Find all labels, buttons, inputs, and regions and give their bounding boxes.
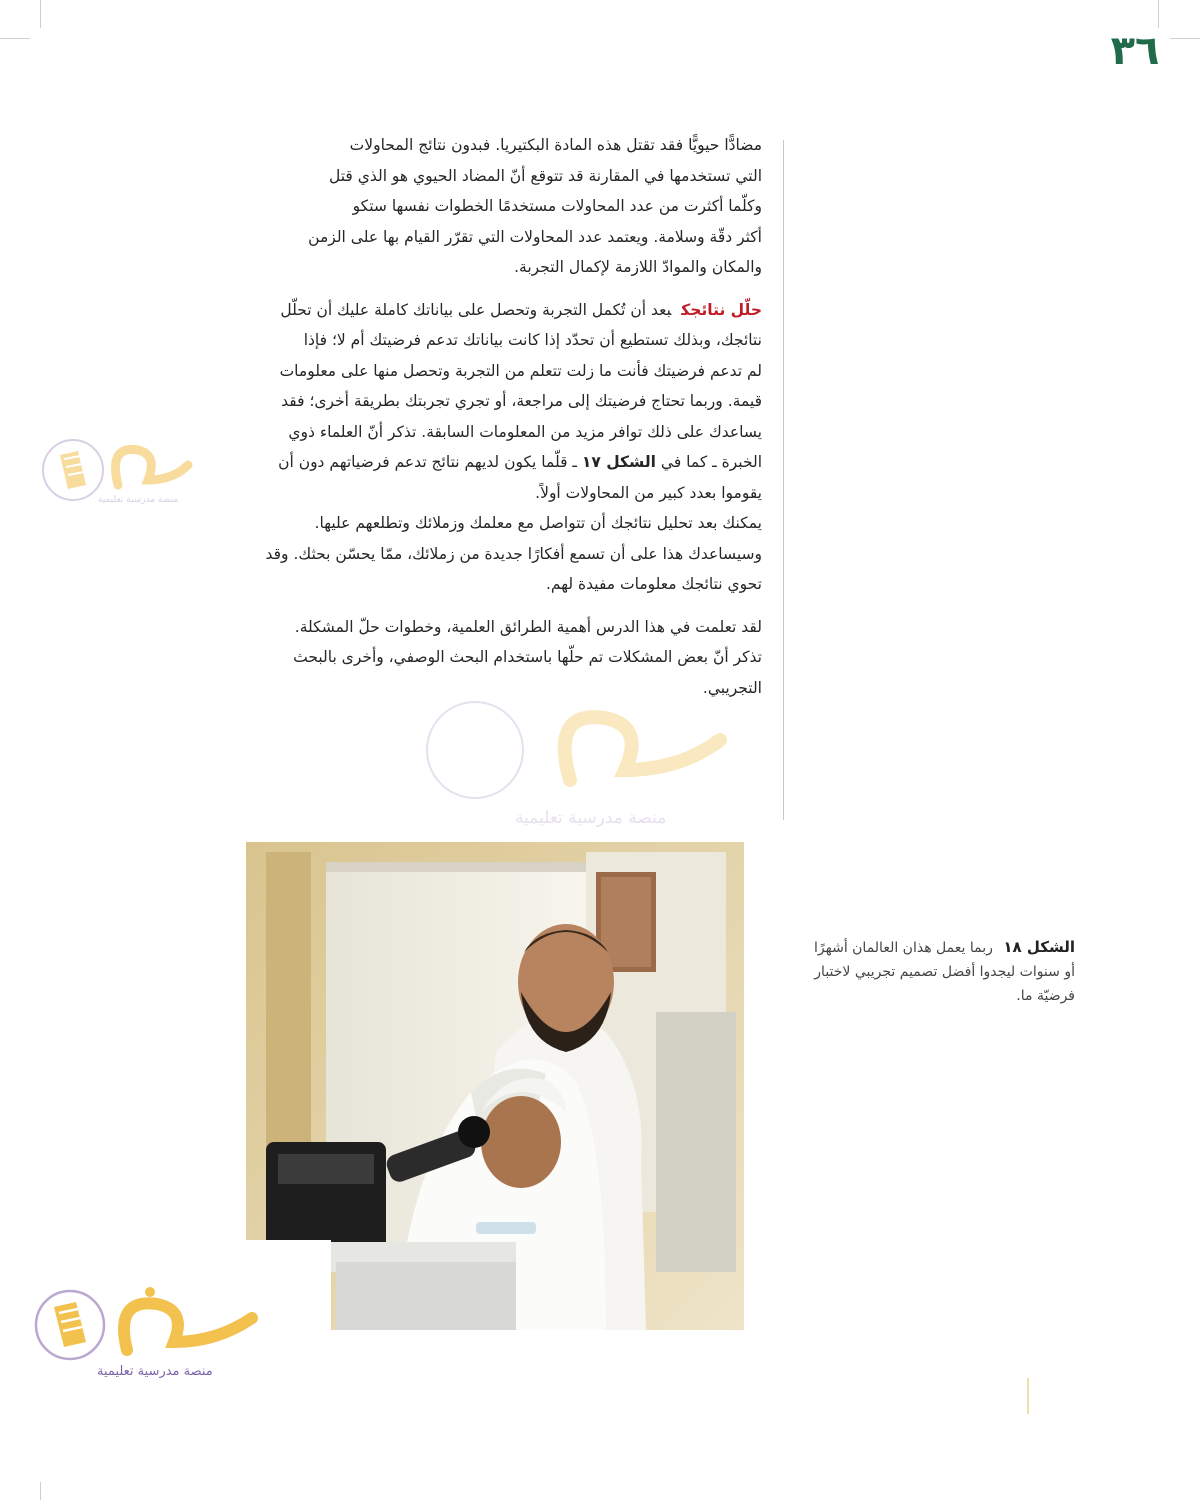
figure-18-label: الشكل ١٨: [1003, 938, 1075, 956]
figure-18-caption-text: ربما يعمل هذان العالمان أشهرًا أو سنوات ليجدوا أفضل تصميم تجريبي لاختبار فرضيّة ما.: [814, 940, 1075, 1004]
paragraph-1-line: وكلّما أكثرت من عدد المحاولات مستخدمًا الخطوات نفسها ستكو: [352, 197, 762, 215]
crop-mark-top-left-h: [0, 38, 30, 39]
column-rule: [783, 140, 784, 820]
watermark-logo-center: [420, 690, 780, 830]
paragraph-1-line: التي تستخدمها في المقارنة قد تتوقع أنّ المضاد الحيوي هو الذي قتل: [328, 166, 762, 185]
main-text-column: [150, 130, 762, 703]
margin-mark: [1027, 1378, 1029, 1414]
analyze-results-heading: حلّل نتائجك: [681, 300, 762, 319]
figure-18-caption: [800, 935, 1075, 1008]
paragraph-4-line: تذكر أنّ بعض المشكلات تم حلّها باستخدام البحث الوصفي، وأخرى بالبحث: [293, 648, 762, 666]
paragraph-2-opening: بعد أن تُكمل التجربة وتحصل على بياناتك كاملة عليك أن تحلّل: [280, 300, 672, 319]
paragraph-2-line: يساعدك على ذلك توافر مزيد من المعلومات السابقة. تذكر أنّ العلماء ذوي: [288, 422, 762, 441]
paragraph-2-line: لم تدعم فرضيتك فأنت ما زلت تتعلم من التجربة وتحصل منها على معلومات: [279, 361, 762, 380]
paragraph-2-figure-line: [150, 447, 762, 478]
figure-17-reference: الشكل ١٧: [581, 453, 656, 471]
paragraph-4-line: لقد تعلمت في هذا الدرس أهمية الطرائق العلمية، وخطوات حلّ المشكلة.: [294, 617, 762, 636]
page-number: ٣٦: [1110, 28, 1160, 74]
figure-ref-after: ـ قلّما يكون لديهم نتائج تدعم فرضياتهم دون أن: [278, 453, 582, 471]
paragraph-2-line: يقوموا بعدد كبير من المحاولات أولاً.: [535, 483, 762, 502]
watermark-logo-upper: [38, 425, 198, 515]
paragraph-2-first-line: [150, 295, 762, 326]
book-emblem-icon: [420, 690, 780, 810]
paragraph-4-line: التجريبي.: [702, 678, 762, 697]
crop-mark-top-left-v: [40, 0, 41, 28]
paragraph-2-line: نتائجك، وبذلك تستطيع أن تحدّد إذا كانت بياناتك تدعم فرضيتك أم لا؛ فإذا: [303, 331, 762, 349]
paragraph-3-line: وسيساعدك هذا على أن تسمع أفكارًا جديدة من زملائك، ممّا يحسّن بحثك. وقد: [265, 544, 762, 563]
paragraph-2-line: قيمة. وربما تحتاج فرضيتك إلى مراجعة، أو تجري تجربتك بطريقة أخرى؛ فقد: [281, 392, 762, 410]
watermark-tagline-center: منصة مدرسية تعليمية: [515, 808, 667, 828]
paragraph-3-line: يمكنك بعد تحليل نتائجك أن تتواصل مع معلمك وزملائك وتطلعهم عليها.: [314, 514, 762, 532]
crop-mark-bottom-left-v: [40, 1482, 41, 1500]
crop-mark-top-right-v: [1158, 0, 1159, 28]
watermark-tagline-upper: منصة مدرسية تعليمية: [98, 495, 179, 505]
paragraph-1-line: أكثر دقّة وسلامة. ويعتمد عدد المحاولات التي تقرّر القيام بها على الزمن: [308, 227, 762, 246]
book-emblem-icon: [32, 1280, 282, 1370]
figure-ref-before: الخبرة ـ كما في: [655, 453, 762, 471]
paragraph-1-line: مضادًّا حيويًّا فقد تقتل هذه المادة البكتيريا. فبدون نتائج المحاولات: [349, 136, 762, 154]
paragraph-1-line: والمكان والموادّ اللازمة لإكمال التجربة.: [514, 258, 762, 276]
watermark-tagline-lower: منصة مدرسية تعليمية: [97, 1364, 213, 1379]
paragraph-3-line: تحوي نتائجك معلومات مفيدة لهم.: [546, 575, 762, 593]
watermark-logo-lower: [32, 1280, 282, 1390]
